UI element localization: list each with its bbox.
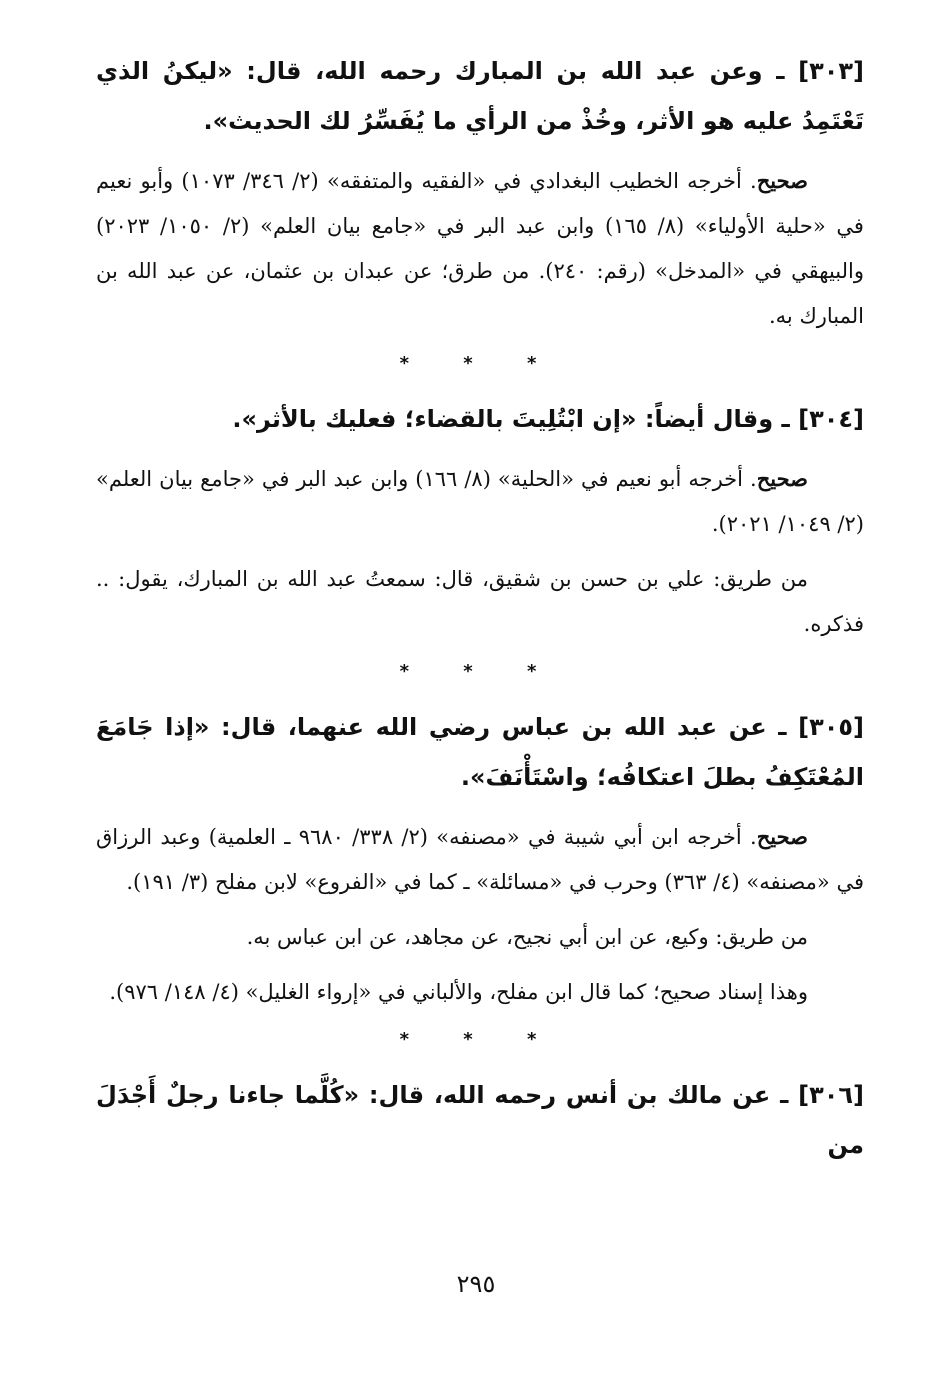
chain-paragraph: من طريق: علي بن حسن بن شقيق، قال: سمعتُ عبد الله بن المبارك، يقول: .. فذكره. [96,567,864,636]
section-separator: * * * [399,353,561,374]
takhrij-paragraph: صحيح. أخرجه الخطيب البغدادي في «الفقيه والمتفقه» (٢/ ٣٤٦/ ١٠٧٣) وأبو نعيم في «حلية الأولياء» (٨/ ١٦٥) وابن عبد البر في «جامع بيان العلم» (٢/ ١٠٥٠/ ٢٠٢٣) والبيهقي في «المدخل» (رقم: ٢٤٠). من طرق؛ عن عبدان بن عثمان، عن عبد الله بن المبارك به. [96,168,865,328]
entry-305 [96,702,864,1015]
takhrij-paragraph: صحيح. أخرجه أبو نعيم في «الحلية» (٨/ ١٦٦) وابن عبد البر في «جامع بيان العلم» (٢/ ١٠٤٩/ ٢٠٢١). [96,466,864,536]
section-separator: * * * [399,661,561,682]
grading-paragraph: وهذا إسناد صحيح؛ كما قال ابن مفلح، والألباني في «إرواء الغليل» (٤/ ١٤٨/ ٩٧٦). [109,980,808,1004]
entry-303 [96,46,864,339]
entry-heading: [٣٠٤] ـ وقال أيضاً: «إن ابْتُلِيتَ بالقضاء؛ فعليك بالأثر». [232,405,864,433]
grade-label: صحيح [756,466,808,491]
entry-304 [96,394,864,647]
section-separator: * * * [399,1029,561,1050]
grade-label: صحيح [756,168,808,193]
entry-heading: [٣٠٣] ـ وعن عبد الله بن المبارك رحمه الله، قال: «ليكنُ الذي تَعْتَمِدُ عليه هو الأثر، وخُذْ من الرأي ما يُفَسِّرُ لك الحديث». [96,57,864,135]
chain-paragraph: من طريق: وكيع، عن ابن أبي نجيح، عن مجاهد، عن ابن عباس به. [246,925,808,949]
entry-heading: [٣٠٦] ـ عن مالك بن أنس رحمه الله، قال: «كُلَّما جاءنا رجلٌ أَجْدَلَ من [96,1081,864,1159]
grade-label: صحيح [756,824,809,849]
entry-306 [96,1070,864,1170]
book-page [96,46,864,1182]
takhrij-paragraph: صحيح. أخرجه ابن أبي شيبة في «مصنفه» (٢/ ٣٣٨/ ٩٦٨٠ ـ العلمية) وعبد الرزاق في «مصنفه» (٤/ ٣٦٣) وحرب في «مسائلة» ـ كما في «الفروع» لابن مفلح (٣/ ١٩١). [96,824,864,894]
page-number: ٢٩٥ [456,1270,496,1298]
entry-heading: [٣٠٥] ـ عن عبد الله بن عباس رضي الله عنهما، قال: «إذا جَامَعَ المُعْتَكِفُ بطلَ اعتكافُه؛ واسْتَأْنَفَ». [96,713,864,791]
